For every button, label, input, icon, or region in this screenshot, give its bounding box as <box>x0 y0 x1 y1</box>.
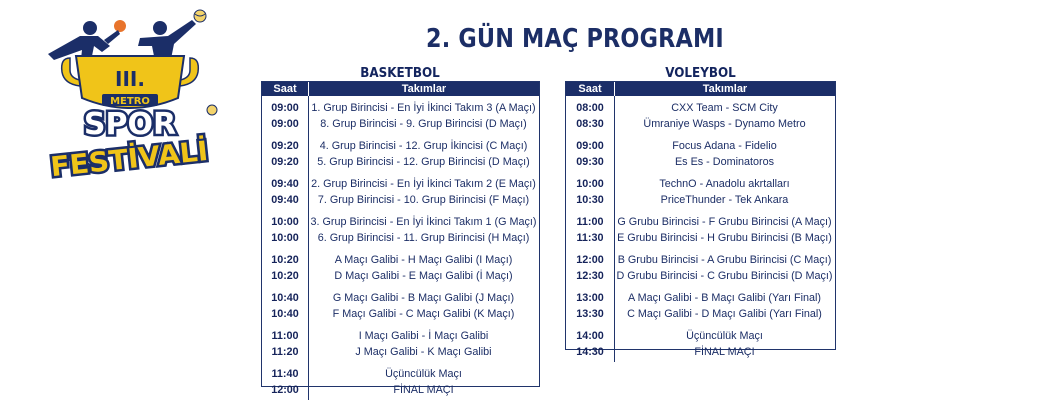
logo-line1: SPOR <box>83 107 177 142</box>
match-row <box>262 382 539 398</box>
match-teams: FİNAL MAÇI <box>694 346 755 358</box>
match-teams: 1. Grup Birincisi - En İyi İkinci Takım 3 (A Maçı) <box>311 102 536 114</box>
match-teams: Üçüncülük Maçı <box>385 368 462 380</box>
match-row <box>566 154 835 170</box>
match-group <box>566 248 835 286</box>
table-header <box>566 82 835 96</box>
match-time: 10:00 <box>576 178 604 190</box>
match-row <box>566 344 835 360</box>
match-row <box>566 306 835 322</box>
match-row <box>566 116 835 132</box>
match-row <box>566 290 835 306</box>
column-header-time: Saat <box>262 82 309 96</box>
match-time: 12:00 <box>271 384 299 396</box>
table-header <box>262 82 539 96</box>
match-row <box>566 192 835 208</box>
match-teams: G Maçı Galibi - B Maçı Galibi (J Maçı) <box>332 292 515 304</box>
volleyball-schedule-table <box>565 81 836 358</box>
match-time: 13:00 <box>576 292 604 304</box>
match-time: 10:30 <box>576 194 604 206</box>
match-teams: 8. Grup Birincisi - 9. Grup Birincisi (D Maçı) <box>320 118 527 130</box>
match-row <box>566 176 835 192</box>
match-time: 13:30 <box>576 308 604 320</box>
match-teams: 7. Grup Birincisi - 10. Grup Birincisi (F Maçı) <box>317 194 530 206</box>
match-time: 09:20 <box>271 156 299 168</box>
match-row <box>262 252 539 268</box>
match-teams: 4. Grup Birincisi - 12. Grup İkincisi (C Maçı) <box>319 140 528 152</box>
match-time: 09:00 <box>271 102 299 114</box>
match-time: 14:30 <box>576 346 604 358</box>
match-time: 09:20 <box>271 140 299 152</box>
column-header-teams: Takımlar <box>401 83 447 95</box>
match-time: 11:40 <box>271 368 299 380</box>
match-teams: D Grubu Birincisi - C Grubu Birincisi (D Maçı) <box>616 270 833 282</box>
match-teams: Ümraniye Wasps - Dynamo Metro <box>643 118 806 130</box>
match-teams: 2. Grup Birincisi - En İyi İkinci Takım 2 (E Maçı) <box>311 178 536 190</box>
match-row <box>566 328 835 344</box>
table-body <box>566 96 835 362</box>
match-teams: TechnO - Anadolu akrtalları <box>659 178 790 190</box>
match-row <box>262 290 539 306</box>
match-teams: Es Es - Dominatoros <box>674 156 774 168</box>
match-teams: A Maçı Galibi - B Maçı Galibi (Yarı Final) <box>628 292 821 304</box>
match-row <box>262 138 539 154</box>
match-row <box>262 100 539 116</box>
small-ball-icon <box>207 105 217 115</box>
match-teams: F Maçı Galibi - C Maçı Galibi (K Maçı) <box>332 308 515 320</box>
match-time: 08:30 <box>576 118 604 130</box>
match-row <box>262 116 539 132</box>
match-teams: E Grubu Birincisi - H Grubu Birincisi (B Maçı) <box>617 232 832 244</box>
match-row <box>566 230 835 246</box>
match-time: 11:00 <box>271 330 299 342</box>
basketball-schedule-table <box>261 81 540 396</box>
match-teams: Focus Adana - Fidelio <box>672 140 777 152</box>
basketball-icon <box>114 20 126 32</box>
logo-roman-numeral: III. <box>115 67 145 91</box>
match-row <box>262 192 539 208</box>
match-row <box>566 138 835 154</box>
match-group <box>262 286 539 324</box>
match-teams: A Maçı Galibi - H Maçı Galibi (I Maçı) <box>334 254 513 266</box>
match-row <box>566 214 835 230</box>
match-row <box>566 100 835 116</box>
match-group <box>566 210 835 248</box>
match-time: 09:00 <box>271 118 299 130</box>
match-time: 14:00 <box>576 330 604 342</box>
column-header-time: Saat <box>566 82 615 96</box>
match-time: 12:00 <box>576 254 604 266</box>
match-time: 09:30 <box>576 156 604 168</box>
match-group <box>262 96 539 134</box>
logo-line2: FESTİVALİ <box>49 136 204 184</box>
match-row <box>566 268 835 284</box>
match-row <box>262 154 539 170</box>
page-title: 2. GÜN MAÇ PROGRAMI <box>426 24 724 54</box>
match-row <box>262 306 539 322</box>
match-group <box>262 210 539 248</box>
match-group <box>566 286 835 324</box>
match-teams: G Grubu Birincisi - F Grubu Birincisi (A Maçı) <box>617 216 832 228</box>
table-body <box>262 96 539 400</box>
match-time: 11:20 <box>271 346 299 358</box>
match-time: 09:00 <box>576 140 604 152</box>
match-time: 09:40 <box>271 194 299 206</box>
match-teams: I Maçı Galibi - İ Maçı Galibi <box>358 330 489 342</box>
match-time: 09:40 <box>271 178 299 190</box>
match-row <box>262 366 539 382</box>
match-time: 10:40 <box>271 308 299 320</box>
match-time: 10:00 <box>271 232 299 244</box>
match-group <box>262 362 539 400</box>
match-teams: B Grubu Birincisi - A Grubu Birincisi (C Maçı) <box>617 254 832 266</box>
match-group <box>566 96 835 134</box>
column-header-teams: Takımlar <box>702 83 748 95</box>
match-time: 08:00 <box>576 102 604 114</box>
match-row <box>262 344 539 360</box>
match-group <box>262 172 539 210</box>
match-time: 10:00 <box>271 216 299 228</box>
match-time: 11:00 <box>576 216 604 228</box>
match-row <box>262 214 539 230</box>
match-teams: CXX Team - SCM City <box>671 102 778 114</box>
match-row <box>566 252 835 268</box>
match-row <box>262 230 539 246</box>
volleyball-section-title: VOLEYBOL <box>665 66 736 81</box>
match-group <box>262 248 539 286</box>
match-teams: 5. Grup Birincisi - 12. Grup Birincisi (D Maçı) <box>317 156 530 168</box>
match-group <box>262 134 539 172</box>
match-teams: PriceThunder - Tek Ankara <box>660 194 789 206</box>
match-group <box>566 324 835 362</box>
match-teams: 3. Grup Birincisi - En İyi İkinci Takım 1 (G Maçı) <box>310 216 537 228</box>
match-teams: J Maçı Galibi - K Maçı Galibi <box>355 346 492 358</box>
match-teams: Üçüncülük Maçı <box>686 330 763 342</box>
match-row <box>262 268 539 284</box>
match-time: 11:30 <box>576 232 604 244</box>
match-row <box>262 176 539 192</box>
match-group <box>262 324 539 362</box>
match-teams: 6. Grup Birincisi - 11. Grup Birincisi (H Maçı) <box>317 232 530 244</box>
match-time: 10:20 <box>271 270 299 282</box>
basketball-section-title: BASKETBOL <box>360 66 440 81</box>
match-row <box>262 328 539 344</box>
match-time: 10:20 <box>271 254 299 266</box>
match-teams: C Maçı Galibi - D Maçı Galibi (Yarı Final) <box>627 308 822 320</box>
match-teams: FİNAL MAÇI <box>393 384 454 396</box>
match-group <box>566 172 835 210</box>
match-group <box>566 134 835 172</box>
logo-brand: METRO <box>110 96 150 107</box>
match-time: 12:30 <box>576 270 604 282</box>
match-time: 10:40 <box>271 292 299 304</box>
festival-logo <box>40 6 220 184</box>
match-teams: D Maçı Galibi - E Maçı Galibi (İ Maçı) <box>334 270 513 282</box>
